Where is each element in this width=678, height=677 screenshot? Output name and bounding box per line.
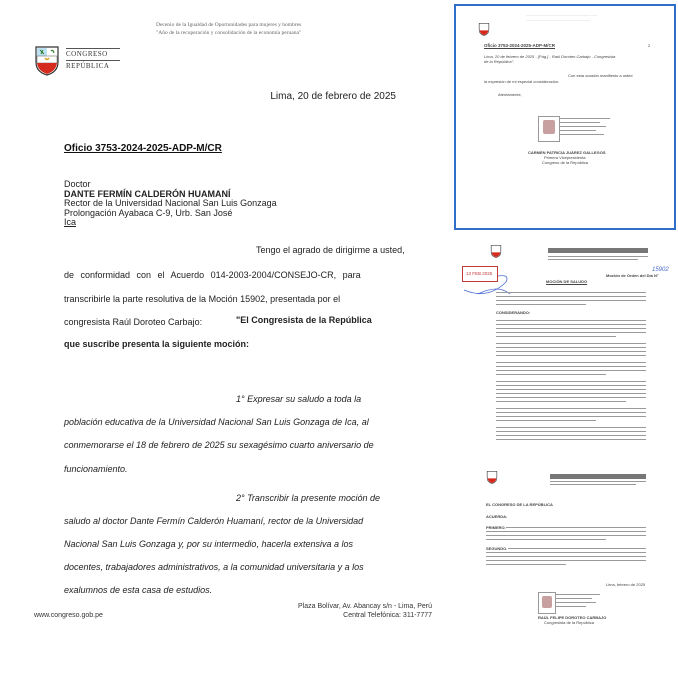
motion-intro-line: "El Congresista de la República [236,315,372,325]
thumb-signer-role-2: Congreso de la República [542,160,589,165]
thumb-ref: Lima, 20 de febrero de 2025 - [Pág.] - Raúl Doroteo Carbajo - Congresista [484,54,616,59]
thumb-heading: EL CONGRESO DE LA REPÚBLICA [486,502,553,507]
congress-crest-icon [34,44,60,76]
page-thumbnails [446,0,678,677]
thumb-considerando: CONSIDERANDO: [496,310,531,315]
footer-website: www.congreso.gob.pe [34,612,103,619]
thumb-motion-title: MOCIÓN DE SALUDO [546,279,588,284]
thumbnail-page-3[interactable] [456,236,676,450]
thumbnail-page-4[interactable] [456,460,676,630]
signature-seal-icon [538,592,556,614]
stamp-date: 13 FEB 2025 [466,271,493,276]
motion-line: conmemorarse el 18 de febrero de 2025 su sexagésimo cuarto aniversario de [64,440,374,450]
thumb-signer-role-1: Primera Vicepresidenta [544,155,586,160]
thumb-oficio: Oficio 3753-2024-2025-ADP-M/CR [484,43,556,48]
oficio-number: Oficio 3753-2024-2025-ADP-M/CR [64,143,222,154]
header-note-1: Decenio de la Igualdad de Oportunidades para mujeres y hombres [156,22,302,28]
thumb-place: Lima, febrero de 2025 [606,582,646,587]
body-line: congresista Raúl Doroteo Carbajo: [64,317,203,327]
institution-line-1: CONGRESO [66,50,108,58]
thumb-line: la expresión de mi especial consideración. [484,79,560,84]
signature-seal-icon [538,116,560,142]
addressee-name: DANTE FERMÍN CALDERÓN HUAMANÍ [64,188,231,199]
thumb-page-number: 2 [648,43,651,48]
body-line: transcribirle la parte resolutiva de la Moción 15902, presentada por el [64,294,341,304]
addressee-city: Ica [64,217,77,227]
motion-line: docentes, trabajadores administrativos, a la comunidad universitaria y a los [64,562,364,572]
addressee-role: Rector de la Universidad Nacional San Luis Gonzaga [64,198,277,208]
institution-name [66,47,120,71]
body-line: de conformidad con el Acuerdo 014-2003-2004/CONSEJO-CR, para [64,270,361,280]
footer-address-2: Central Telefónica: 311-7777 [343,612,432,619]
crest-icon [486,470,498,484]
motion-intro-line: que suscribe presenta la siguiente moción: [64,339,250,349]
thumb-closing: Atentamente, [498,92,522,97]
thumbnail-page-2[interactable]: ................................................................ .......................................................... Oficio 3753-2024-2025-ADP-M/CR 2 Lima, 20 de febrero de 2025 - [Pág.] - Raúl Doroteo Carbajo - Congresista de la República". Con esta ocasión manifiesto a usted la expresión de mi especial consideración. Atentamente, CARMEN PATRICIA JUÁREZ GALLEGOS Primera Vicepresidenta Congreso de la República [454,4,676,230]
thumb-signer: CARMEN PATRICIA JUÁREZ GALLEGOS [528,150,606,155]
crest-icon [478,22,490,36]
thumb-segundo: SEGUNDO. [486,546,508,551]
footer-address [298,602,432,620]
header-note-2: "Año de la recuperación y consolidación de la economía peruana" [156,30,302,36]
thumb-ref-2: de la República". [484,59,515,64]
motion-line: saludo al doctor Dante Fermín Calderón Huamaní, rector de la Universidad [64,516,364,526]
addressee-title: Doctor [64,179,91,189]
thumb-motion-number: 15902 [652,267,669,273]
header-note [156,21,376,37]
thumb-signer-role: Congresista de la República [544,620,595,625]
footer-address-1: Plaza Bolívar, Av. Abancay s/n - Lima, Perú [298,603,432,610]
thumb-acuerda: ACUERDA: [486,514,508,519]
addressee-address: Prolongación Ayabaca C-9, Urb. San José [64,207,233,218]
letter-date: Lima, 20 de febrero de 2025 [270,91,396,102]
handwritten-mark [458,264,516,300]
addressee-block [64,180,277,228]
motion-line: 2° Transcribir la presente moción de [236,493,380,503]
motion-line: 1° Expresar su saludo a toda la [236,394,362,404]
thumb-signer: RAÚL FELIPE DOROTEO CARBAJO [538,615,607,620]
motion-line: exalumnos de esta casa de estudios. [64,585,213,595]
thumb-primero: PRIMERO. [486,525,506,530]
thumb-motion-label: Moción de Orden del Día N° [606,273,659,278]
crest-icon [490,244,502,258]
institution-line-2: REPÚBLICA [66,62,110,70]
thumb-line: Con esta ocasión manifiesto a usted [568,73,633,78]
motion-line: funcionamiento. [64,464,128,474]
motion-line: Nacional San Luis Gonzaga y, por su intermedio, hacerla extensiva a los [64,539,353,549]
body-line: Tengo el agrado de dirigirme a usted, [256,245,405,255]
motion-line: población educativa de la Universidad Nacional San Luis Gonzaga de Ica, al [64,417,369,427]
